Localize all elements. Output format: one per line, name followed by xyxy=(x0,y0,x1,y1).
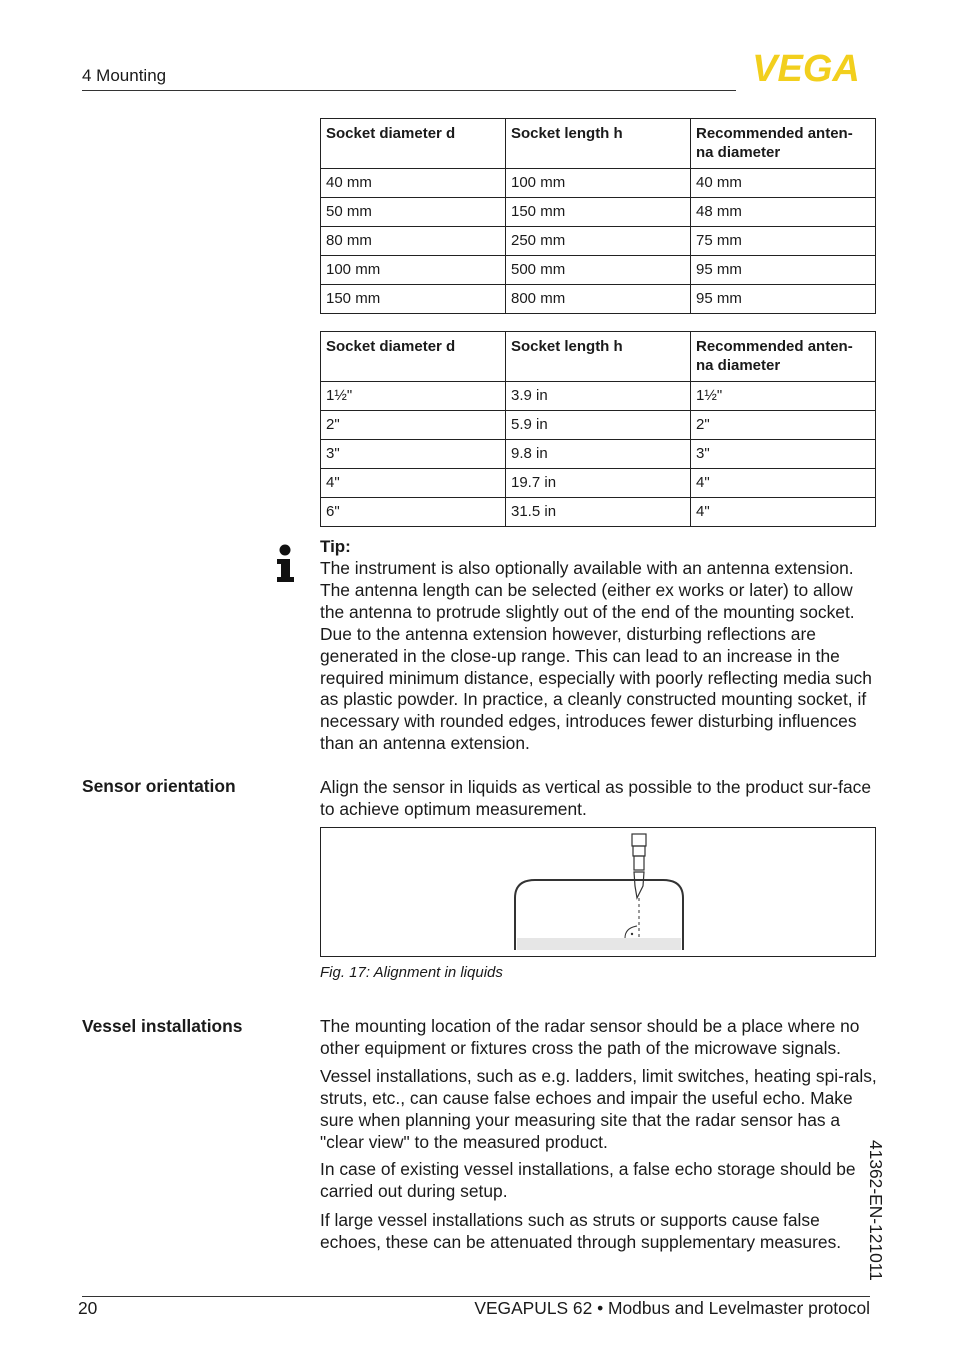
vessel-paragraph: If large vessel installations such as struts or supports cause false echoes, these can be attenuated through supplementary measures. xyxy=(320,1210,842,1252)
document-number: 41362-EN-121011 xyxy=(866,1140,886,1281)
table-cell: 19.7 in xyxy=(506,469,691,498)
table-cell: 80 mm xyxy=(321,227,506,256)
socket-table-metric xyxy=(320,118,876,314)
table-row xyxy=(321,498,876,527)
table-cell: 6" xyxy=(321,498,506,527)
table-cell: 150 mm xyxy=(321,285,506,314)
table-row xyxy=(321,285,876,314)
logo-text: VEGA xyxy=(752,50,860,84)
table-row xyxy=(321,382,876,411)
sensor-orientation-text: Align the sensor in liquids as vertical as possible to the product sur-face to achieve optimum measurement. xyxy=(320,777,871,819)
table-cell: 4" xyxy=(691,498,876,527)
table-row xyxy=(321,469,876,498)
table-cell: 100 mm xyxy=(506,169,691,198)
table-header-cell: Recommended anten- na diameter xyxy=(691,332,876,382)
table-cell: 95 mm xyxy=(691,285,876,314)
table-cell: 500 mm xyxy=(506,256,691,285)
table-cell: 50 mm xyxy=(321,198,506,227)
vessel-diagram xyxy=(321,828,875,956)
footer-title: VEGAPULS 62 • Modbus and Levelmaster protocol xyxy=(474,1298,870,1318)
table-cell: 31.5 in xyxy=(506,498,691,527)
table-row xyxy=(321,198,876,227)
table-cell: 3.9 in xyxy=(506,382,691,411)
header-rule xyxy=(82,90,736,91)
table-cell: 5.9 in xyxy=(506,411,691,440)
info-icon xyxy=(276,544,294,584)
table-header-cell: Socket diameter d xyxy=(321,332,506,382)
table-header-cell: Recommended anten- na diameter xyxy=(691,119,876,169)
page-number: 20 xyxy=(78,1298,98,1318)
table-cell: 40 mm xyxy=(321,169,506,198)
table-cell: 800 mm xyxy=(506,285,691,314)
alignment-figure xyxy=(320,827,876,957)
table-cell: 100 mm xyxy=(321,256,506,285)
table-cell: 9.8 in xyxy=(506,440,691,469)
tip-title: Tip: xyxy=(320,537,351,556)
table-header-cell: Socket diameter d xyxy=(321,119,506,169)
table-cell: 75 mm xyxy=(691,227,876,256)
table-cell: 4" xyxy=(321,469,506,498)
table-row xyxy=(321,440,876,469)
figure-caption: Fig. 17: Alignment in liquids xyxy=(320,964,503,981)
table-cell: 1½" xyxy=(321,382,506,411)
table-cell: 3" xyxy=(321,440,506,469)
sensor-orientation-label: Sensor orientation xyxy=(82,776,236,796)
table-cell: 2" xyxy=(321,411,506,440)
table-row xyxy=(321,227,876,256)
tip-text: The instrument is also optionally available with an antenna extension. The antenna length can be selected (either ex works or later) to allow the antenna to protrude slightly out of the end of the mounting socket. Due to the antenna extension however, disturbing reflections are generated in the close-up range. This can lead to an increase in the required minimum distance, especially with poorly reflecting media such as plastic powder. In practice, a cleanly constructed mounting socket, if necessary with rounded edges, introduces fewer disturbing influences than an antenna extension. xyxy=(320,558,872,754)
table-row xyxy=(321,169,876,198)
table-header-cell: Socket length h xyxy=(506,332,691,382)
table-cell: 48 mm xyxy=(691,198,876,227)
document-number-container xyxy=(866,1140,920,1320)
table-cell: 40 mm xyxy=(691,169,876,198)
vessel-paragraph: Vessel installations, such as e.g. ladders, limit switches, heating spi-rals, struts, etc., can cause false echoes and impair the useful echo. Make sure when planning your measuring site that the radar sensor has a "clear view" to the measured product. xyxy=(320,1066,877,1152)
table-cell: 95 mm xyxy=(691,256,876,285)
vessel-paragraph: In case of existing vessel installations, a false echo storage should be carried out during setup. xyxy=(320,1159,856,1201)
vessel-installations-label: Vessel installations xyxy=(82,1016,243,1036)
table-cell: 1½" xyxy=(691,382,876,411)
table-cell: 3" xyxy=(691,440,876,469)
vessel-paragraph: The mounting location of the radar sensor should be a place where no other equipment or fixtures cross the path of the microwave signals. xyxy=(320,1016,860,1058)
table-cell: 250 mm xyxy=(506,227,691,256)
table-cell: 4" xyxy=(691,469,876,498)
table-header-cell: Socket length h xyxy=(506,119,691,169)
table-cell: 2" xyxy=(691,411,876,440)
table-row xyxy=(321,411,876,440)
socket-table-imperial xyxy=(320,331,876,527)
section-title: 4 Mounting xyxy=(82,66,167,85)
footer-rule xyxy=(82,1296,870,1297)
table-cell: 150 mm xyxy=(506,198,691,227)
vega-logo xyxy=(740,50,872,84)
table-row xyxy=(321,256,876,285)
